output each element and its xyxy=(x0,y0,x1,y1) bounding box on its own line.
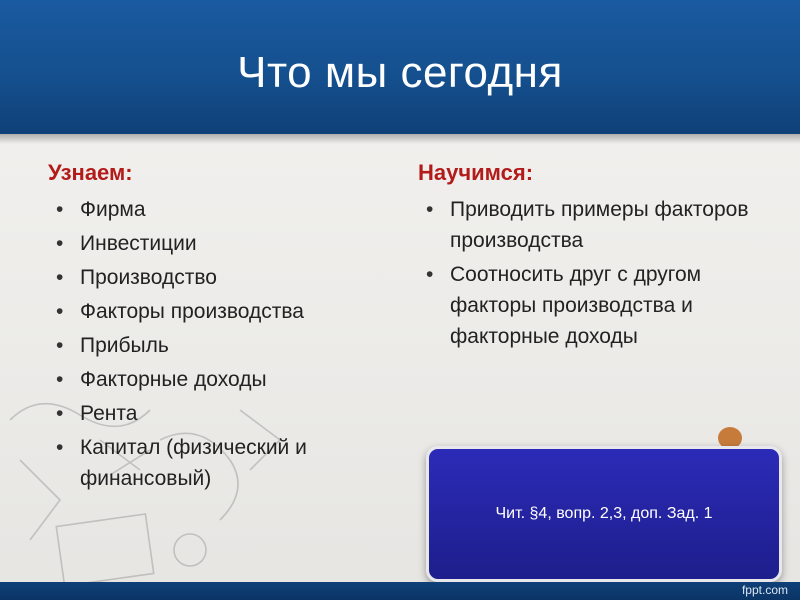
list-item: • Факторы производства xyxy=(48,296,388,327)
title-bar xyxy=(0,0,800,134)
list-item: • Соотносить друг с другом факторы производства и факторные доходы xyxy=(418,259,778,352)
footer-brand: fppt.com xyxy=(741,583,788,597)
learn-heading: Узнаем: xyxy=(48,160,133,185)
homework-note-box xyxy=(426,446,782,582)
list-item: • Прибыль xyxy=(48,330,388,361)
list-item: • Производство xyxy=(48,262,388,293)
learn-column xyxy=(48,160,388,497)
list-item: • Капитал (физический и финансовый) xyxy=(48,432,388,494)
list-item: • Приводить примеры факторов производства xyxy=(418,194,778,256)
learn-list xyxy=(48,194,388,494)
list-item: • Фирма xyxy=(48,194,388,225)
skills-list xyxy=(418,194,778,352)
list-item: • Факторные доходы xyxy=(48,364,388,395)
skills-column xyxy=(418,160,778,355)
footer-bar xyxy=(0,582,800,600)
homework-note-text: Чит. §4, вопр. 2,3, доп. Зад. 1 xyxy=(495,505,713,522)
list-item: • Инвестиции xyxy=(48,228,388,259)
slide-title: Что мы сегодня xyxy=(237,48,563,97)
skills-heading: Научимся: xyxy=(418,160,534,185)
list-item: • Рента xyxy=(48,398,388,429)
